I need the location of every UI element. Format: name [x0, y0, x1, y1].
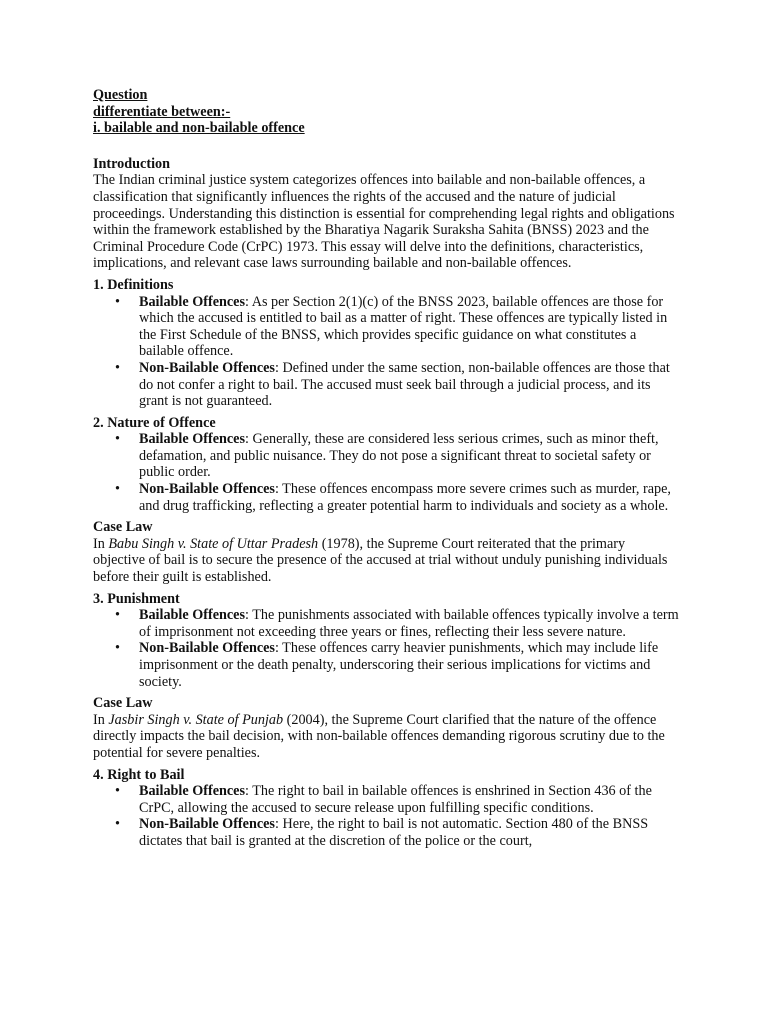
- question-label: Question: [93, 87, 148, 103]
- case-name: Babu Singh v. State of Uttar Pradesh: [108, 535, 319, 552]
- case-law-prefix: In: [93, 711, 109, 728]
- list-item: [93, 294, 680, 360]
- introduction-text: The Indian criminal justice system categorizes offences into bailable and non-bailable offences, a classification that significantly influences the rights of the accused and the nature of judicial proceedings. Understanding this distinction is essential for comprehending legal rights and obligations within the framework established by the Bharatiya Nagarik Suraksha Sahita (BNSS) 2023 and the Criminal Procedure Code (CrPC) 1973. This essay will delve into the definitions, characteristics, implications, and relevant case laws surrounding bailable and non-bailable offences.: [93, 172, 675, 272]
- list-item: [93, 640, 680, 690]
- nature-heading: 2. Nature of Offence: [93, 414, 216, 431]
- spacer: [93, 137, 680, 154]
- right-to-bail-list: [93, 783, 680, 849]
- item-text: : These offences encompass more severe crimes such as murder, rape, and drug trafficking, reflecting a greater potential harm to individuals and society as a whole.: [139, 481, 671, 514]
- case-name: Jasbir Singh v. State of Punjab: [108, 711, 284, 728]
- item-term: Non-Bailable Offences: [139, 640, 275, 657]
- introduction-heading: Introduction: [93, 155, 170, 172]
- list-item: [93, 783, 680, 816]
- case-law-text: [93, 536, 680, 586]
- bullet-icon: •: [115, 640, 120, 657]
- case-law-body: (2004), the Supreme Court clarified that the nature of the offence directly impacts the bail decision, with non-bailable offences demanding rigorous scrutiny due to the potential for severe penalties.: [93, 711, 665, 761]
- item-text: : The right to bail in bailable offences is enshrined in Section 436 of the CrPC, allowing the accused to secure release upon fulfilling specific conditions.: [139, 783, 652, 816]
- item-text: : As per Section 2(1)(c) of the BNSS 2023, bailable offences are those for which the accused is entitled to bail as a matter of right. These offences are typically listed in the First Schedule of the BNSS, which provides specific guidance on what constitutes a bailable offence.: [139, 293, 668, 360]
- case-law-heading: Case Law: [93, 519, 153, 536]
- item-text: : Defined under the same section, non-bailable offences are those that do not confer a right to bail. The accused must seek bail through a judicial process, and its grant is not guaranteed.: [139, 359, 670, 410]
- item-term: Bailable Offences: [139, 431, 245, 448]
- item-term: Non-Bailable Offences: [139, 481, 275, 498]
- punishment-heading: 3. Punishment: [93, 590, 180, 607]
- question-line-1: differentiate between:-: [93, 103, 231, 120]
- item-text: : These offences carry heavier punishments, which may include life imprisonment or the death penalty, underscoring their serious implications for victims and society.: [139, 640, 659, 690]
- list-item: [93, 481, 680, 514]
- bullet-icon: •: [115, 816, 120, 833]
- case-law-text: [93, 712, 680, 762]
- question-line-2: i. bailable and non-bailable offence: [93, 120, 305, 137]
- item-term: Bailable Offences: [139, 783, 245, 800]
- list-item: [93, 816, 680, 849]
- list-item: [93, 431, 680, 481]
- bullet-icon: •: [115, 607, 120, 624]
- bullet-icon: •: [115, 481, 120, 498]
- punishment-list: [93, 607, 680, 690]
- bullet-icon: •: [115, 431, 120, 448]
- bullet-icon: •: [115, 359, 120, 376]
- item-term: Bailable Offences: [139, 607, 245, 624]
- item-text: : The punishments associated with bailable offences typically involve a term of imprisonment not exceeding three years or fines, reflecting their less severe nature.: [139, 607, 679, 640]
- nature-list: [93, 431, 680, 514]
- item-term: Bailable Offences: [139, 293, 245, 310]
- definitions-heading: 1. Definitions: [93, 276, 174, 293]
- case-law-prefix: In: [93, 535, 109, 552]
- item-text: : Generally, these are considered less serious crimes, such as minor theft, defamation, and public nuisance. They do not pose a significant threat to societal safety or public order.: [139, 431, 659, 481]
- bullet-icon: •: [115, 783, 120, 800]
- bullet-icon: •: [115, 293, 120, 310]
- right-to-bail-heading: 4. Right to Bail: [93, 766, 185, 783]
- case-law-body: (1978), the Supreme Court reiterated that the primary objective of bail is to secure the presence of the accused at trial without unduly punishing individuals before their guilt is established.: [93, 535, 668, 586]
- item-term: Non-Bailable Offences: [139, 816, 275, 833]
- case-law-heading: Case Law: [93, 695, 153, 712]
- definitions-list: [93, 294, 680, 410]
- item-term: Non-Bailable Offences: [139, 359, 275, 376]
- list-item: [93, 360, 680, 410]
- item-text: : Here, the right to bail is not automatic. Section 480 of the BNSS dictates that bail is granted at the discretion of the police or the court,: [139, 816, 649, 849]
- list-item: [93, 607, 680, 640]
